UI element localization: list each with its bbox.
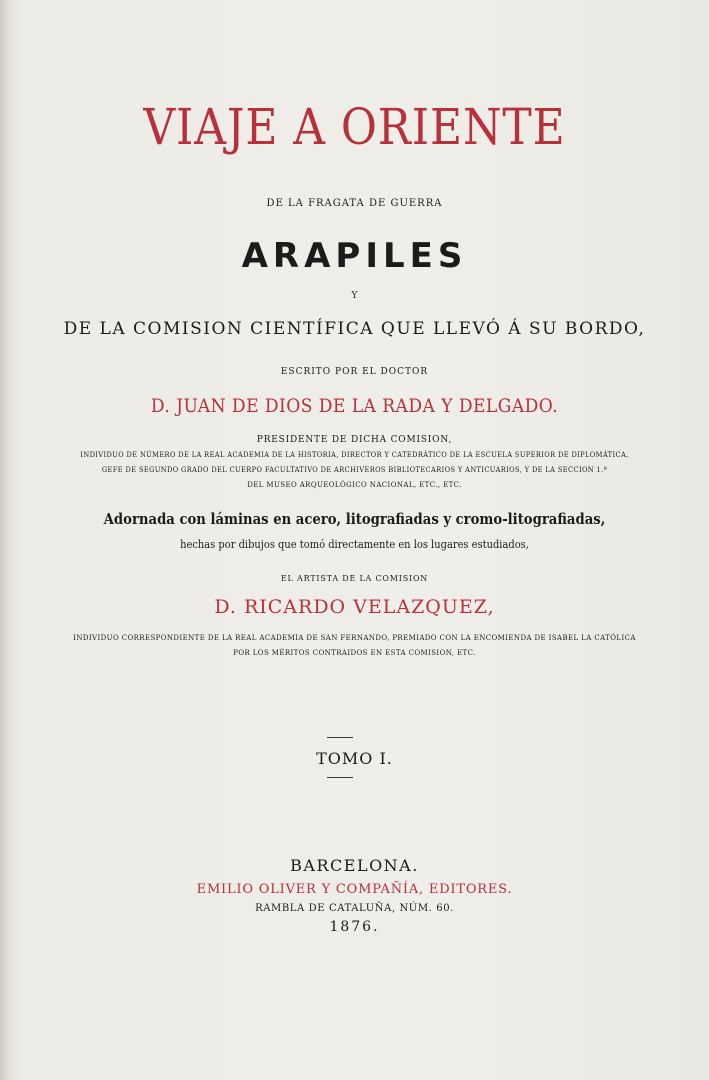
volume-label: TOMO I.: [316, 749, 393, 768]
artist-intro: EL ARTISTA DE LA COMISION: [280, 574, 429, 583]
adorned-line: Adornada con láminas en acero, litografiadas y cromo-litografiadas,: [103, 510, 606, 528]
imprint-address: RAMBLA DE CATALUÑA, NÚM. 60.: [255, 903, 454, 914]
volume-rule-bottom: [327, 777, 353, 778]
volume-rule-top: [327, 737, 353, 738]
imprint-city: BARCELONA.: [290, 856, 419, 875]
subtitle-line: DE LA FRAGATA DE GUERRA: [266, 198, 443, 209]
imprint-year: 1876.: [329, 919, 380, 935]
author-role: PRESIDENTE DE DICHA COMISION,: [256, 435, 453, 445]
conjunction: Y: [351, 291, 358, 301]
page-edge-shadow: [0, 0, 10, 1080]
author-credential-2: GEFE DE SEGUNDO GRADO DEL CUERPO FACULTATIVO DE ARCHIVEROS BIBLIOTECARIOS Y ANTICUARIOS, Y DE LA SECCION 1.ª: [101, 466, 608, 474]
commission-line: DE LA COMISION CIENTÍFICA QUE LLEVÓ Á SU BORDO,: [63, 319, 646, 339]
author-name: D. JUAN DE DIOS DE LA RADA Y DELGADO.: [150, 395, 559, 417]
main-title: VIAJE A ORIENTE: [143, 98, 566, 156]
artist-name: D. RICARDO VELAZQUEZ,: [214, 596, 495, 618]
artist-credential-1: INDIVIDUO CORRESPONDIENTE DE LA REAL ACADEMIA DE SAN FERNANDO, PREMIADO CON LA ENCOMIENDA DE ISABEL LA CATÓLICA: [73, 634, 636, 642]
author-credential-3: DEL MUSEO ARQUEOLÓGICO NACIONAL, ETC., ETC.: [247, 481, 462, 489]
author-credential-1: INDIVIDUO DE NÚMERO DE LA REAL ACADEMIA DE LA HISTORIA, DIRECTOR Y CATEDRÁTICO DE LA ESCUELA SUPERIOR DE DIPLOMÁTICA,: [80, 451, 629, 459]
imprint-publisher: EMILIO OLIVER Y COMPAÑÍA, EDITORES.: [196, 882, 513, 897]
ship-name: ARAPILES: [241, 236, 468, 276]
artist-credential-2: POR LOS MÉRITOS CONTRAIDOS EN ESTA COMISION, ETC.: [233, 649, 476, 657]
drawings-line: hechas por dibujos que tomó directamente en los lugares estudiados,: [180, 538, 529, 551]
written-by: ESCRITO POR EL DOCTOR: [280, 367, 429, 377]
